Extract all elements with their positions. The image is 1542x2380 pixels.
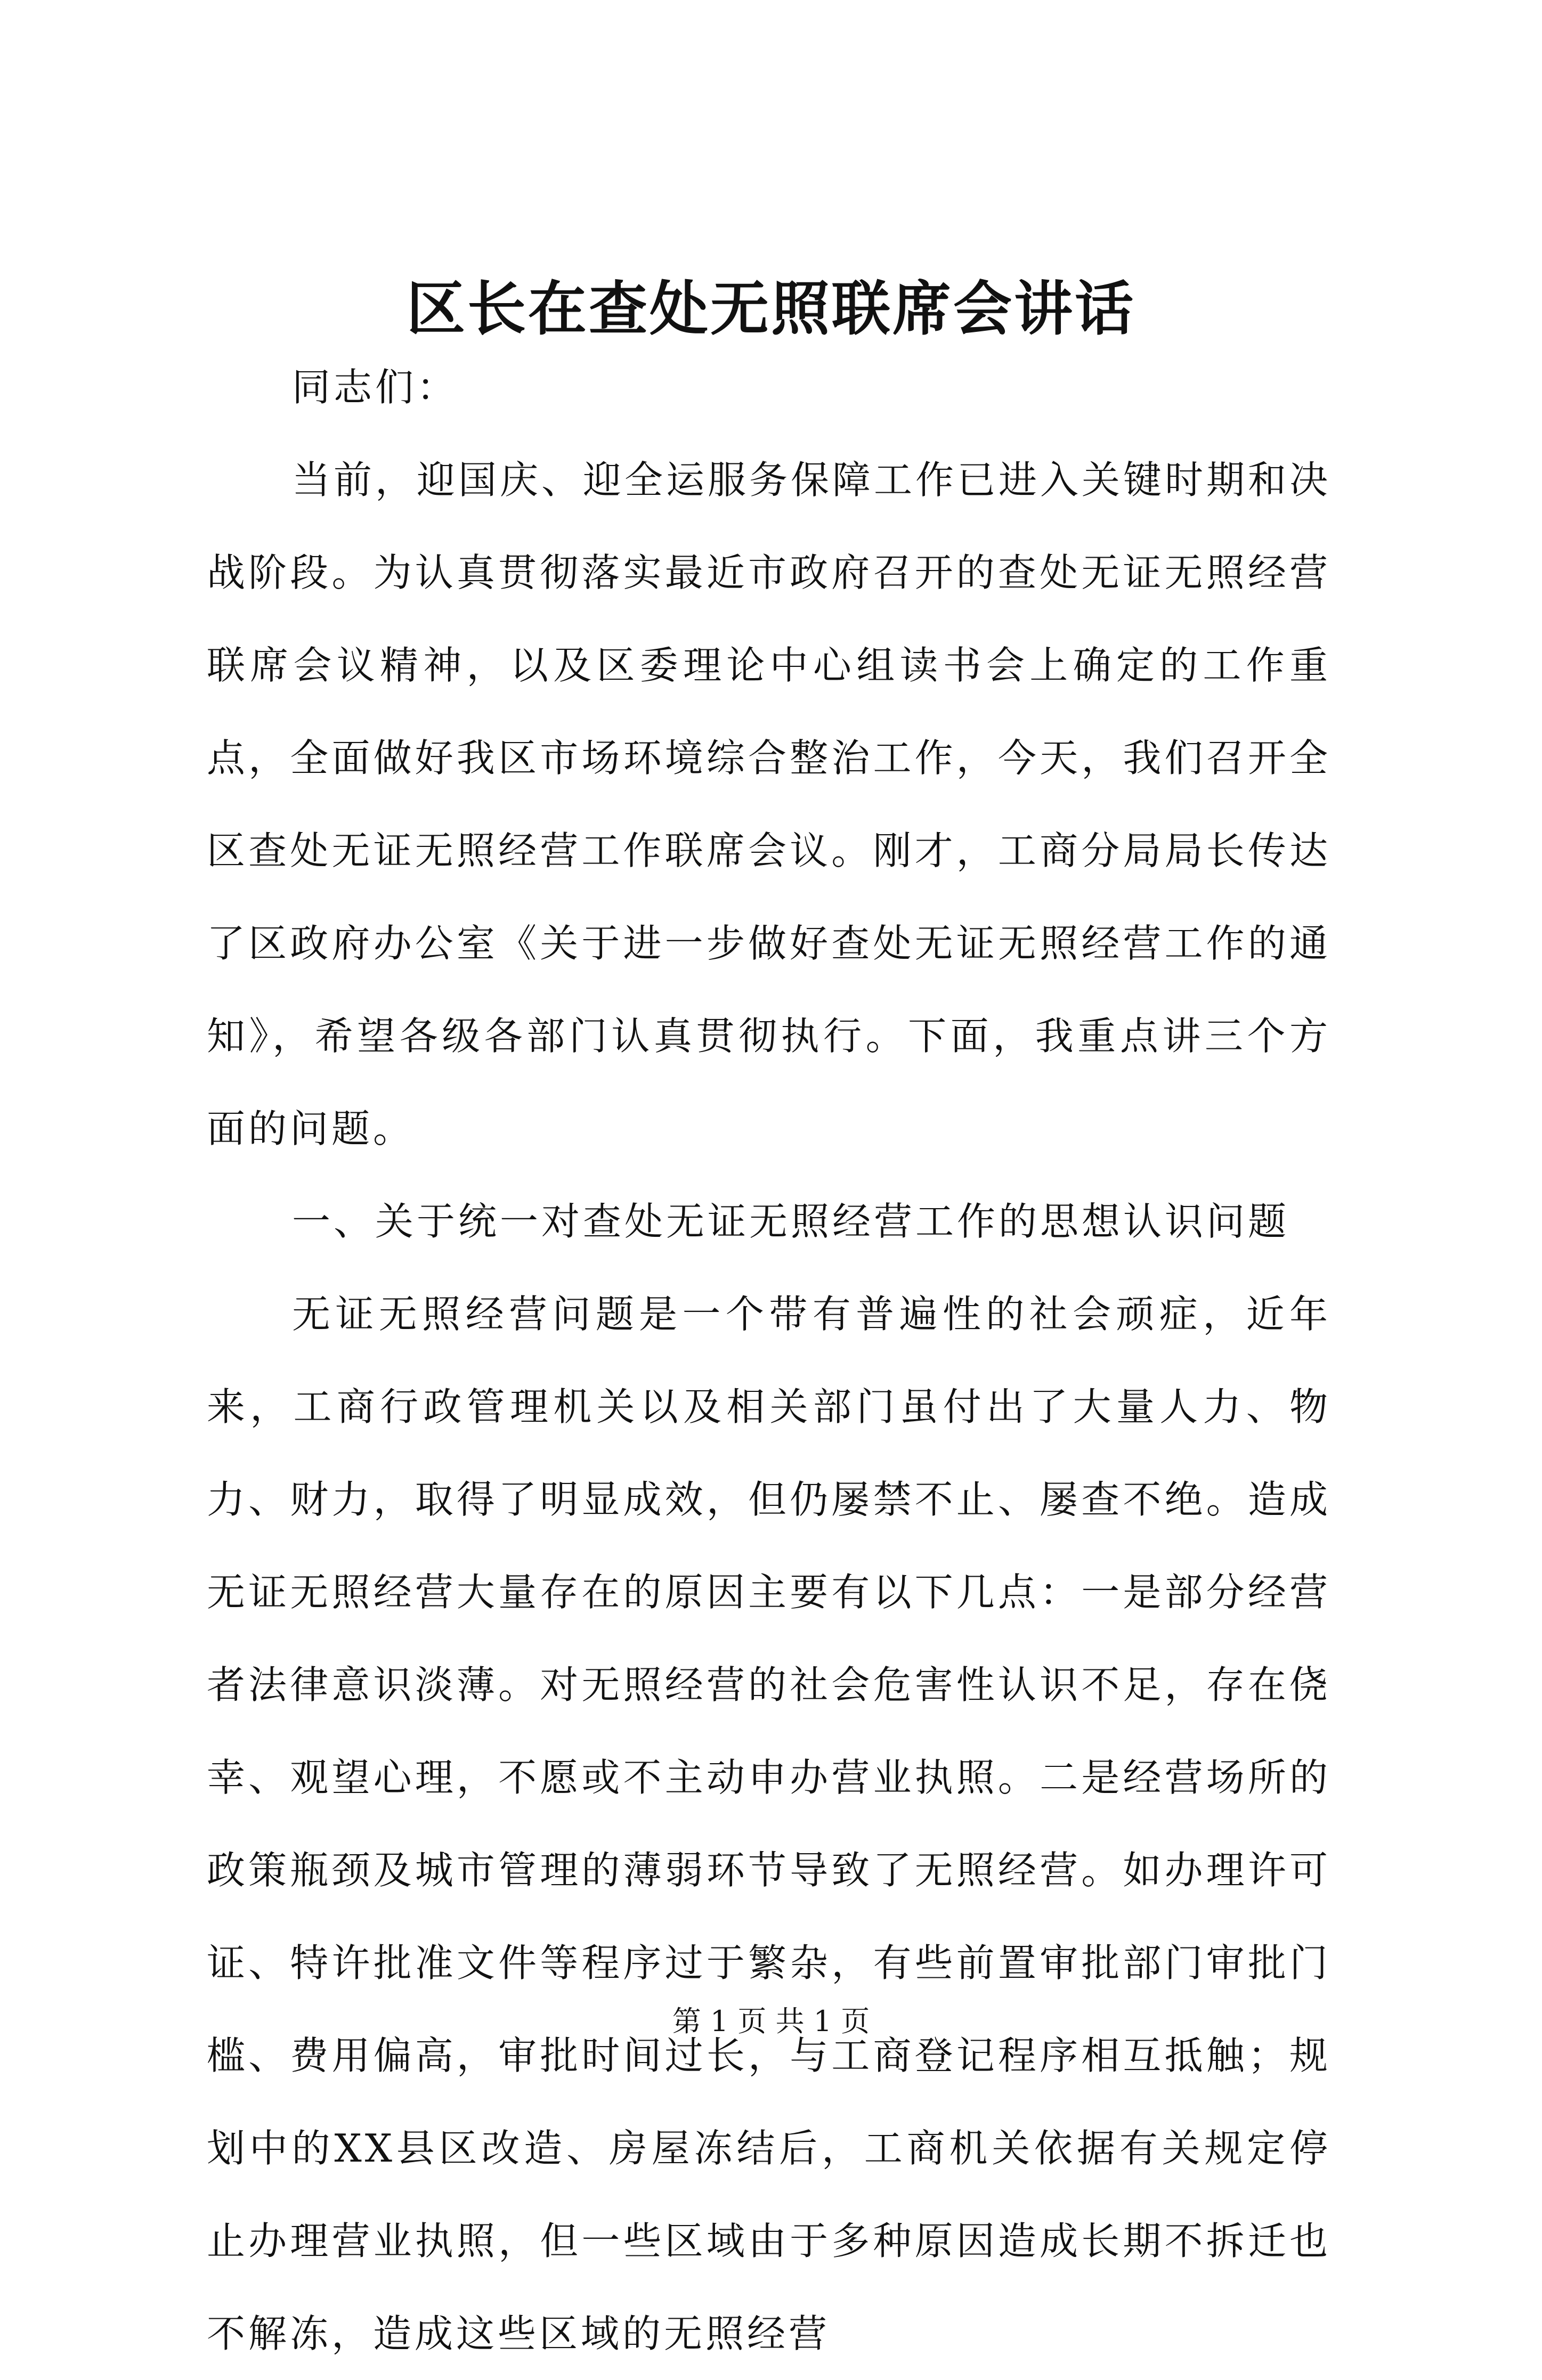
page-number-footer: 第 1 页 共 1 页 (672, 2004, 870, 2038)
paragraph-intro: 当前，迎国庆、迎全运服务保障工作已进入关键时期和决战阶段。为认真贯彻落实最近市政府召开的查处无证无照经营联席会议精神，以及区委理论中心组读书会上确定的工作重点，全面做好我区市场环境综合整治工作，今天，我们召开全区查处无证无照经营工作联席会议。刚才，工商分局局长传达了区政府办公室《关于进一步做好查处无证无照经营工作的通知》，希望各级各部门认真贯彻执行。下面，我重点讲三个方面的问题。 (207, 458, 1332, 1151)
section-heading-1: 一、关于统一对查处无证无照经营工作的思想认识问题 (292, 1199, 1290, 1244)
paragraph-causes: 无证无照经营问题是一个带有普遍性的社会顽症，近年来，工商行政管理机关以及相关部门虽付出了大量人力、物力、财力，取得了明显成效，但仍屡禁不止、屡查不绝。造成无证无照经营大量存在的原因主要有以下几点：一是部分经营者法律意识淡薄。对无照经营的社会危害性认识不足，存在侥幸、观望心理，不愿或不主动申办营业执照。二是经营场所的政策瓶颈及城市管理的薄弱环节导致了无照经营。如办理许可证、特许批准文件等程序过于繁杂，有些前置审批部门审批门槛、费用偏高，审批时间过长，与工商登记程序相互抵触；规划中的XX县区改造、房屋冻结后，工商机关依据有关规定停止办理营业执照，但一些区域由于多种原因造成长期不拆迁也不解冻，造成这些区域的无照经营 (207, 1292, 1331, 2356)
document-body (207, 341, 1331, 2380)
greeting: 同志们： (292, 365, 459, 410)
document-title: 区长在查处无照联席会讲话 (407, 274, 1135, 343)
